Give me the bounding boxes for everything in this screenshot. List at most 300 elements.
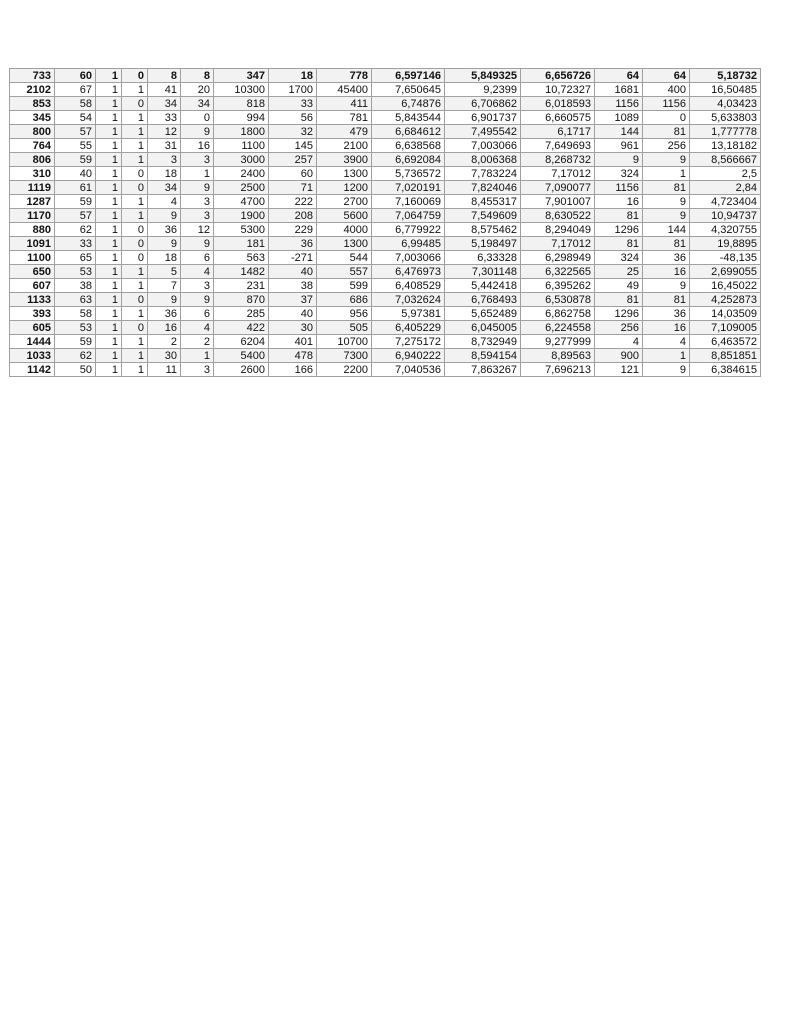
table-cell: 1: [96, 265, 122, 279]
table-cell: 0: [122, 237, 148, 251]
table-cell: 7,160069: [372, 195, 445, 209]
table-cell: 16: [595, 195, 643, 209]
table-cell: 222: [269, 195, 317, 209]
table-cell: 1: [96, 293, 122, 307]
table-cell: 4: [643, 335, 690, 349]
table-cell: 6,018593: [521, 97, 595, 111]
table-cell: 2600: [214, 363, 269, 377]
table-cell: 145: [269, 139, 317, 153]
table-cell: 0: [122, 321, 148, 335]
table-cell: 60: [269, 167, 317, 181]
table-cell: 36: [148, 223, 181, 237]
table-cell: 1: [122, 139, 148, 153]
table-row: [10, 167, 761, 181]
row-id-cell: 2102: [10, 83, 55, 97]
table-cell: -48,135: [690, 251, 761, 265]
table-cell: 3: [181, 363, 214, 377]
table-row: [10, 209, 761, 223]
table-cell: 0: [122, 69, 148, 83]
table-cell: 1: [643, 349, 690, 363]
table-cell: 18: [269, 69, 317, 83]
table-cell: 3: [181, 279, 214, 293]
table-cell: 4,03423: [690, 97, 761, 111]
table-cell: 1: [122, 349, 148, 363]
table-cell: 5: [148, 265, 181, 279]
table-cell: 4: [148, 195, 181, 209]
table-cell: 6,395262: [521, 279, 595, 293]
table-cell: 400: [643, 83, 690, 97]
table-cell: 1: [122, 195, 148, 209]
table-cell: 20: [181, 83, 214, 97]
table-cell: 16,50485: [690, 83, 761, 97]
table-cell: 257: [269, 153, 317, 167]
table-cell: 81: [595, 209, 643, 223]
table-cell: 411: [317, 97, 372, 111]
table-cell: 41: [148, 83, 181, 97]
table-cell: 231: [214, 279, 269, 293]
table-cell: 229: [269, 223, 317, 237]
table-cell: 10,94737: [690, 209, 761, 223]
table-cell: 32: [269, 125, 317, 139]
table-cell: 1: [96, 195, 122, 209]
table-cell: 563: [214, 251, 269, 265]
table-cell: 7,17012: [521, 167, 595, 181]
table-cell: 6,33328: [445, 251, 521, 265]
table-cell: 34: [148, 97, 181, 111]
table-cell: 5,736572: [372, 167, 445, 181]
table-cell: 3: [181, 153, 214, 167]
table-cell: 7,783224: [445, 167, 521, 181]
table-cell: 2400: [214, 167, 269, 181]
table-cell: 1: [96, 209, 122, 223]
table-cell: 1296: [595, 307, 643, 321]
table-row: [10, 265, 761, 279]
table-cell: 181: [214, 237, 269, 251]
table-cell: 53: [55, 265, 96, 279]
table-cell: 208: [269, 209, 317, 223]
table-cell: 50: [55, 363, 96, 377]
table-cell: 5,849325: [445, 69, 521, 83]
table-cell: 1089: [595, 111, 643, 125]
row-id-cell: 393: [10, 307, 55, 321]
table-cell: 5,652489: [445, 307, 521, 321]
row-id-cell: 1119: [10, 181, 55, 195]
table-cell: 9: [181, 293, 214, 307]
table-cell: 3: [181, 209, 214, 223]
table-cell: 81: [643, 125, 690, 139]
table-cell: 6,597146: [372, 69, 445, 83]
table-cell: 45400: [317, 83, 372, 97]
table-cell: 33: [55, 237, 96, 251]
table-cell: 324: [595, 167, 643, 181]
table-row: [10, 111, 761, 125]
row-id-cell: 1444: [10, 335, 55, 349]
table-cell: 12: [148, 125, 181, 139]
table-cell: 5400: [214, 349, 269, 363]
table-row: [10, 237, 761, 251]
table-cell: 0: [643, 111, 690, 125]
table-cell: 2,84: [690, 181, 761, 195]
table-cell: 401: [269, 335, 317, 349]
table-cell: 1: [122, 363, 148, 377]
table-cell: 1156: [643, 97, 690, 111]
table-cell: 4000: [317, 223, 372, 237]
table-cell: 686: [317, 293, 372, 307]
table-cell: 62: [55, 223, 96, 237]
table-row: [10, 83, 761, 97]
table-cell: 6204: [214, 335, 269, 349]
table-cell: 0: [122, 293, 148, 307]
table-cell: 36: [269, 237, 317, 251]
table-cell: 38: [269, 279, 317, 293]
table-cell: 1700: [269, 83, 317, 97]
table-cell: 81: [595, 293, 643, 307]
table-cell: 6: [181, 251, 214, 265]
table-cell: 5300: [214, 223, 269, 237]
table-cell: 324: [595, 251, 643, 265]
table-cell: 6,660575: [521, 111, 595, 125]
table-cell: 900: [595, 349, 643, 363]
table-cell: 7,901007: [521, 195, 595, 209]
table-cell: 6,224558: [521, 321, 595, 335]
table-cell: 81: [643, 237, 690, 251]
table-cell: 7,301148: [445, 265, 521, 279]
table-cell: 1: [96, 125, 122, 139]
table-cell: 16,45022: [690, 279, 761, 293]
table-cell: 38: [55, 279, 96, 293]
table-cell: 1300: [317, 167, 372, 181]
table-cell: 1: [122, 307, 148, 321]
table-cell: 778: [317, 69, 372, 83]
table-cell: 505: [317, 321, 372, 335]
table-cell: 0: [122, 223, 148, 237]
table-cell: 7,649693: [521, 139, 595, 153]
row-id-cell: 1142: [10, 363, 55, 377]
table-cell: 8,594154: [445, 349, 521, 363]
table-cell: 7: [148, 279, 181, 293]
table-cell: 5,97381: [372, 307, 445, 321]
table-cell: 8,630522: [521, 209, 595, 223]
table-cell: 0: [122, 97, 148, 111]
table-cell: 6,692084: [372, 153, 445, 167]
table-cell: 12: [181, 223, 214, 237]
table-cell: 256: [643, 139, 690, 153]
table-cell: 56: [269, 111, 317, 125]
table-cell: 818: [214, 97, 269, 111]
table-cell: 6,74876: [372, 97, 445, 111]
table-cell: 6,862758: [521, 307, 595, 321]
table-cell: 1: [96, 83, 122, 97]
table-cell: 0: [122, 181, 148, 195]
table-cell: 9: [643, 363, 690, 377]
table-cell: 781: [317, 111, 372, 125]
table-cell: 1: [96, 363, 122, 377]
table-cell: 6,1717: [521, 125, 595, 139]
table-cell: 60: [55, 69, 96, 83]
table-cell: 81: [643, 181, 690, 195]
table-cell: 55: [55, 139, 96, 153]
table-cell: 3000: [214, 153, 269, 167]
table-row: [10, 153, 761, 167]
spreadsheet-area: [9, 68, 761, 377]
table-row: [10, 97, 761, 111]
table-cell: 33: [269, 97, 317, 111]
table-row: [10, 181, 761, 195]
table-cell: 62: [55, 349, 96, 363]
table-cell: 40: [269, 265, 317, 279]
table-row: [10, 349, 761, 363]
table-cell: 256: [595, 321, 643, 335]
table-cell: 9: [148, 209, 181, 223]
table-cell: 64: [595, 69, 643, 83]
table-cell: 19,8895: [690, 237, 761, 251]
table-cell: 7,003066: [372, 251, 445, 265]
table-cell: 7,824046: [445, 181, 521, 195]
table-cell: 7,109005: [690, 321, 761, 335]
table-cell: 4,252873: [690, 293, 761, 307]
table-cell: 81: [643, 293, 690, 307]
table-cell: 9: [595, 153, 643, 167]
table-cell: 1: [122, 111, 148, 125]
table-cell: 7,064759: [372, 209, 445, 223]
table-cell: 5,198497: [445, 237, 521, 251]
row-id-cell: 1287: [10, 195, 55, 209]
table-cell: 5,843544: [372, 111, 445, 125]
table-row: [10, 321, 761, 335]
table-cell: 144: [643, 223, 690, 237]
table-cell: 16: [181, 139, 214, 153]
table-cell: 16: [643, 265, 690, 279]
table-cell: 8,732949: [445, 335, 521, 349]
table-cell: 1900: [214, 209, 269, 223]
table-cell: 3: [148, 153, 181, 167]
table-header-row: [10, 69, 761, 83]
table-cell: 18: [148, 251, 181, 265]
table-cell: 1: [96, 167, 122, 181]
table-cell: 40: [269, 307, 317, 321]
table-cell: 8: [148, 69, 181, 83]
table-cell: 3900: [317, 153, 372, 167]
table-cell: 63: [55, 293, 96, 307]
table-cell: 9: [643, 279, 690, 293]
table-cell: 6,530878: [521, 293, 595, 307]
table-cell: 961: [595, 139, 643, 153]
row-id-cell: 345: [10, 111, 55, 125]
table-cell: 13,18182: [690, 139, 761, 153]
table-cell: 6,045005: [445, 321, 521, 335]
table-cell: 30: [148, 349, 181, 363]
row-id-cell: 1170: [10, 209, 55, 223]
table-cell: 7,090077: [521, 181, 595, 195]
table-cell: -271: [269, 251, 317, 265]
table-cell: 34: [148, 181, 181, 195]
table-cell: 81: [595, 237, 643, 251]
table-cell: 1100: [214, 139, 269, 153]
table-cell: 6,298949: [521, 251, 595, 265]
table-cell: 4700: [214, 195, 269, 209]
table-cell: 1: [96, 251, 122, 265]
table-cell: 8,851851: [690, 349, 761, 363]
table-cell: 59: [55, 335, 96, 349]
table-cell: 7,650645: [372, 83, 445, 97]
table-cell: 9: [643, 209, 690, 223]
table-cell: 479: [317, 125, 372, 139]
table-cell: 544: [317, 251, 372, 265]
table-cell: 6: [181, 307, 214, 321]
table-cell: 9,277999: [521, 335, 595, 349]
table-cell: 8,575462: [445, 223, 521, 237]
table-cell: 10,72327: [521, 83, 595, 97]
row-id-cell: 607: [10, 279, 55, 293]
table-cell: 1: [96, 279, 122, 293]
table-cell: 7,17012: [521, 237, 595, 251]
table-cell: 1: [122, 265, 148, 279]
row-id-cell: 764: [10, 139, 55, 153]
table-cell: 7,020191: [372, 181, 445, 195]
table-cell: 40: [55, 167, 96, 181]
data-table: [9, 68, 761, 377]
row-id-cell: 800: [10, 125, 55, 139]
table-row: [10, 195, 761, 209]
table-cell: 1: [122, 335, 148, 349]
table-cell: 1300: [317, 237, 372, 251]
table-row: [10, 223, 761, 237]
table-cell: 6,408529: [372, 279, 445, 293]
table-cell: 1: [96, 223, 122, 237]
table-cell: 6,684612: [372, 125, 445, 139]
table-cell: 7,032624: [372, 293, 445, 307]
table-cell: 6,706862: [445, 97, 521, 111]
table-cell: 1: [122, 125, 148, 139]
table-cell: 9: [643, 195, 690, 209]
table-cell: 31: [148, 139, 181, 153]
table-cell: 7,495542: [445, 125, 521, 139]
row-id-cell: 733: [10, 69, 55, 83]
table-cell: 8: [181, 69, 214, 83]
table-cell: 6,476973: [372, 265, 445, 279]
table-cell: 6,384615: [690, 363, 761, 377]
table-cell: 7,003066: [445, 139, 521, 153]
table-cell: 0: [122, 251, 148, 265]
table-cell: 71: [269, 181, 317, 195]
table-cell: 6,768493: [445, 293, 521, 307]
table-cell: 61: [55, 181, 96, 195]
table-cell: 4,320755: [690, 223, 761, 237]
table-row: [10, 251, 761, 265]
table-cell: 144: [595, 125, 643, 139]
table-row: [10, 335, 761, 349]
table-cell: 870: [214, 293, 269, 307]
table-cell: 1: [122, 83, 148, 97]
table-cell: 7,549609: [445, 209, 521, 223]
table-cell: 1: [96, 139, 122, 153]
table-cell: 1681: [595, 83, 643, 97]
table-cell: 7300: [317, 349, 372, 363]
table-cell: 10300: [214, 83, 269, 97]
table-cell: 9,2399: [445, 83, 521, 97]
table-cell: 4: [595, 335, 643, 349]
row-id-cell: 1091: [10, 237, 55, 251]
table-cell: 1: [96, 153, 122, 167]
table-cell: 1156: [595, 97, 643, 111]
table-cell: 7,275172: [372, 335, 445, 349]
table-cell: 1: [96, 335, 122, 349]
table-cell: 58: [55, 307, 96, 321]
table-cell: 2500: [214, 181, 269, 195]
table-cell: 9: [643, 153, 690, 167]
table-cell: 5600: [317, 209, 372, 223]
table-cell: 166: [269, 363, 317, 377]
table-cell: 1: [181, 167, 214, 181]
table-cell: 2: [148, 335, 181, 349]
table-cell: 34: [181, 97, 214, 111]
table-cell: 7,040536: [372, 363, 445, 377]
table-cell: 1,777778: [690, 125, 761, 139]
table-cell: 1800: [214, 125, 269, 139]
table-cell: 53: [55, 321, 96, 335]
table-cell: 1: [122, 153, 148, 167]
row-id-cell: 605: [10, 321, 55, 335]
table-cell: 1: [96, 111, 122, 125]
table-cell: 1156: [595, 181, 643, 195]
table-cell: 1: [96, 307, 122, 321]
table-cell: 36: [643, 251, 690, 265]
table-cell: 956: [317, 307, 372, 321]
table-cell: 6,99485: [372, 237, 445, 251]
table-cell: 1: [96, 69, 122, 83]
table-cell: 4,723404: [690, 195, 761, 209]
table-cell: 422: [214, 321, 269, 335]
table-cell: 11: [148, 363, 181, 377]
table-cell: 14,03509: [690, 307, 761, 321]
table-cell: 1: [643, 167, 690, 181]
table-cell: 37: [269, 293, 317, 307]
table-cell: 2: [181, 335, 214, 349]
table-cell: 1200: [317, 181, 372, 195]
table-cell: 1: [122, 209, 148, 223]
table-cell: 347: [214, 69, 269, 83]
table-cell: 6,463572: [690, 335, 761, 349]
table-cell: 65: [55, 251, 96, 265]
table-cell: 1: [122, 279, 148, 293]
table-cell: 8,294049: [521, 223, 595, 237]
table-cell: 4: [181, 265, 214, 279]
table-cell: 6,901737: [445, 111, 521, 125]
table-cell: 2700: [317, 195, 372, 209]
table-cell: 2200: [317, 363, 372, 377]
table-cell: 10700: [317, 335, 372, 349]
table-row: [10, 139, 761, 153]
table-cell: 36: [148, 307, 181, 321]
table-cell: 49: [595, 279, 643, 293]
table-cell: 9: [181, 237, 214, 251]
table-row: [10, 125, 761, 139]
table-cell: 58: [55, 97, 96, 111]
table-cell: 9: [148, 293, 181, 307]
row-id-cell: 806: [10, 153, 55, 167]
table-cell: 8,268732: [521, 153, 595, 167]
table-cell: 1: [96, 349, 122, 363]
table-cell: 57: [55, 209, 96, 223]
table-cell: 36: [643, 307, 690, 321]
table-cell: 9: [181, 125, 214, 139]
table-cell: 599: [317, 279, 372, 293]
row-id-cell: 650: [10, 265, 55, 279]
table-cell: 2100: [317, 139, 372, 153]
table-cell: 8,566667: [690, 153, 761, 167]
table-cell: 5,633803: [690, 111, 761, 125]
table-cell: 7,696213: [521, 363, 595, 377]
